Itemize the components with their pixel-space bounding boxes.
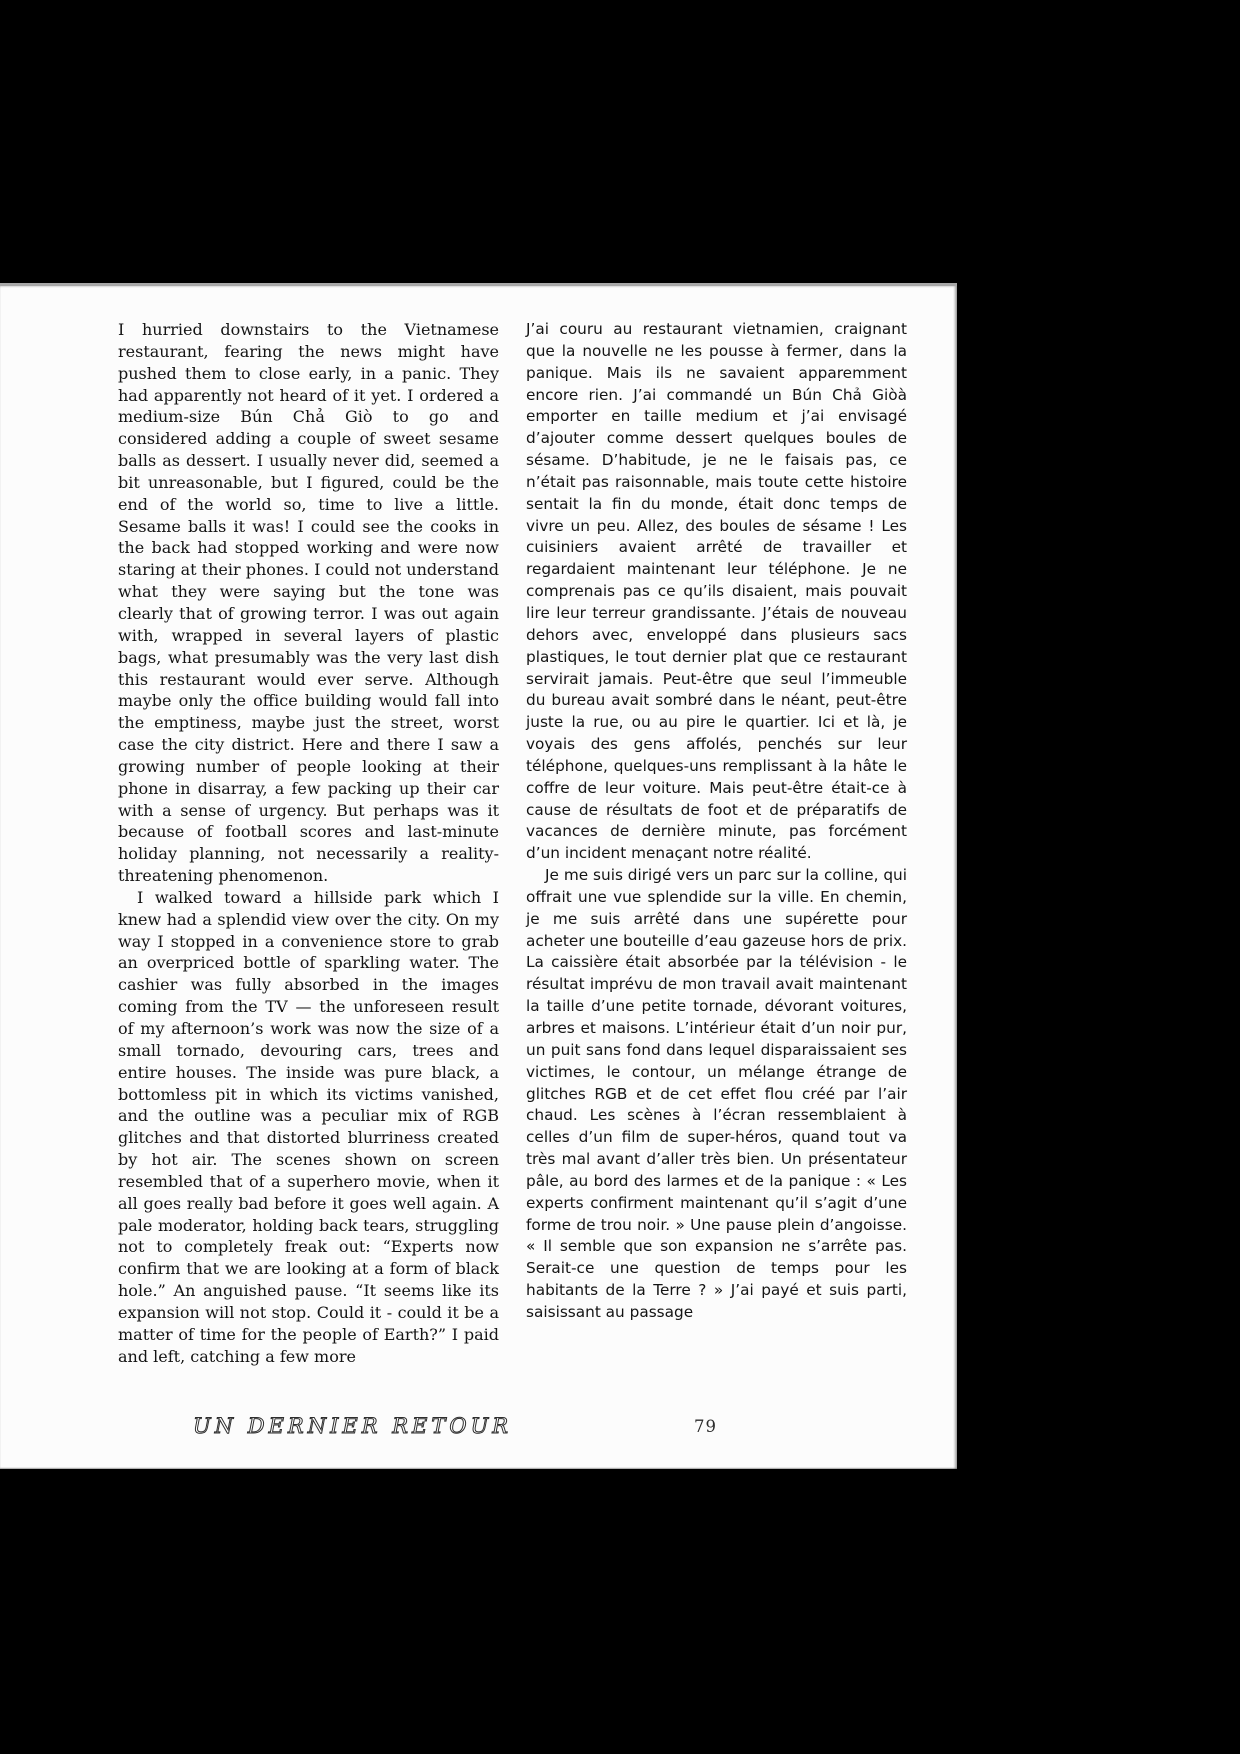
french-text-column	[526, 319, 907, 1324]
english-paragraph-1: I hurried downstairs to the Vietnamese restaurant, fearing the news might have pushed them to close early, in a panic. They had apparently not heard of it yet. I ordered a medium-size Bún Chả Giò to go and considered adding a couple of sweet sesame balls as dessert. I usually never did, seemed a bit unreasonable, but I figured, could be the end of the world so, time to live a little. Sesame balls it was! I could see the cooks in the back had stopped working and were now staring at their phones. I could not understand what they were saying but the tone was clearly that of growing terror. I was out again with, wrapped in several layers of plastic bags, what presumably was the very last dish this restaurant would ever serve. Although maybe only the office building would fall into the emptiness, maybe just the street, worst case the city district. Here and there I saw a growing number of people looking at their phone in disarray, a few packing up their car with a sense of urgency. But perhaps was it because of football scores and last-minute holiday planning, not necessarily a reality-threatening phenomenon.	[118, 320, 499, 886]
page-number: 79	[694, 1417, 717, 1436]
french-paragraph-2: Je me suis dirigé vers un parc sur la colline, qui offrait une vue splendide sur la ville. En chemin, je me suis arrêté dans une supérette pour acheter une bouteille d’eau gazeuse hors de prix. La caissière était absorbée par la télévision - le résultat imprévu de mon travail avait maintenant la taille d’une petite tornade, dévorant voitures, arbres et maisons. L’intérieur était d’un noir pur, un puit sans fond dans lequel disparaissaient ses victimes, le contour, un mélange étrange de glitches RGB et de cet effet flou créé par l’air chaud. Les scènes à l’écran ressemblaient à celles d’un film de super-héros, quand tout va très mal avant d’aller très bien. Un présentateur pâle, au bord des larmes et de la panique : « Les experts confirment maintenant qu’il s’agit d’une forme de trou noir. » Une pause plein d’angoisse. « Il semble que son expansion ne s’arrête pas. Serait-ce une question de temps pour les habitants de la Terre ? » J’ai payé et suis parti, saisissant au passage	[526, 866, 908, 1321]
book-page	[0, 283, 957, 1469]
french-paragraph-1: J’ai couru au restaurant vietnamien, craignant que la nouvelle ne les pousse à fermer, dans la panique. Mais ils ne savaient apparemment encore rien. J’ai commandé un Bún Chả Giòà emporter en taille medium et j’ai envisagé d’ajouter comme dessert quelques boules de sésame. D’habitude, je ne le faisais pas, ce n’était pas raisonnable, mais toute cette histoire sentait la fin du monde, était donc temps de vivre un peu. Allez, des boules de sésame ! Les cuisiniers avaient arrêté de travailler et regardaient maintenant leur téléphone. Je ne comprenais pas ce qu’ils disaient, mais pouvait lire leur terreur grandissante. J’étais de nouveau dehors avec, enveloppé dans plusieurs sacs plastiques, le tout dernier plat que ce restaurant servirait jamais. Peut-être que seul l’immeuble du bureau avait sombré dans le néant, peut-être juste la rue, ou au pire le quartier. Ici et là, je voyais des gens affolés, penchés sur leur téléphone, quelques-uns remplissant à la hâte le coffre de leur voiture. Mais peut-être était-ce à cause de résultats de foot et de préparatifs de vacances de dernière minute, pas forcément d’un incident menaçant notre réalité.	[526, 320, 907, 863]
english-paragraph-2: I walked toward a hillside park which I knew had a splendid view over the city. On my way I stopped in a convenience store to grab an overpriced bottle of sparkling water. The cashier was fully absorbed in the images coming from the TV — the unforeseen result of my afternoon’s work was now the size of a small tornado, devouring cars, trees and entire houses. The inside was pure black, a bottomless pit in which its victims vanished, and the outline was a peculiar mix of RGB glitches and that distorted blurriness created by hot air. The scenes shown on screen resembled that of a superhero movie, when it all goes really bad before it goes well again. A pale moderator, holding back tears, struggling not to completely freak out: “Experts now confirm that we are looking at a form of black hole.” An anguished pause. “It seems like its expansion will not stop. Could it - could it be a matter of time for the people of Earth?” I paid and left, catching a few more	[118, 887, 499, 1366]
english-text-column	[118, 319, 499, 1368]
running-title: UN DERNIER RETOUR	[193, 1414, 513, 1438]
